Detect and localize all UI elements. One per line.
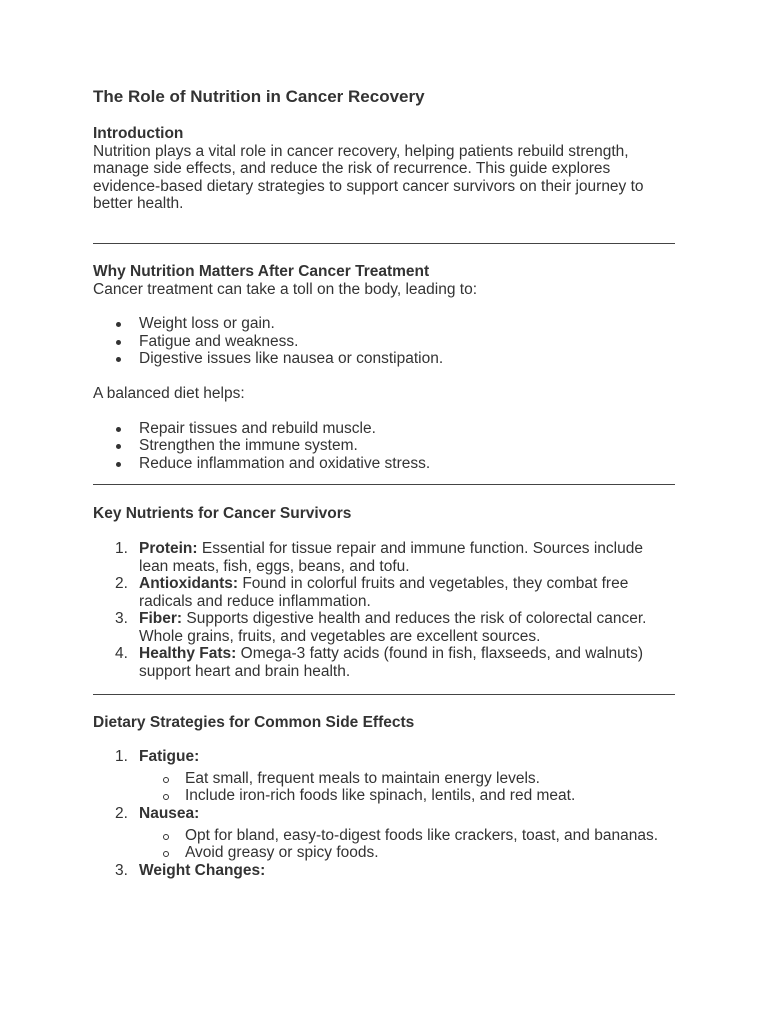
- item-label: Fiber:: [139, 610, 183, 628]
- list-item: [93, 575, 675, 610]
- introduction-text: Nutrition plays a vital role in cancer recovery, helping patients rebuild strength, manage side effects, and reduce the risk of recurrence. This guide explores evidence-based dietary strategies to support cancer survivors on their journey to better health.: [93, 142, 644, 213]
- item-text: Essential for tissue repair and immune function. Sources include lean meats, fish, eggs, beans, and tofu.: [139, 539, 643, 575]
- strategies-list: [93, 748, 675, 879]
- item-text: Omega-3 fatty acids (found in fish, flaxseeds, and walnuts) support heart and brain health.: [139, 645, 643, 681]
- dietary-strategies-heading: Dietary Strategies for Common Side Effects: [93, 713, 415, 731]
- introduction-section: [93, 125, 675, 213]
- sub-list: [139, 770, 675, 805]
- balanced-diet-lead: A balanced diet helps:: [93, 384, 245, 402]
- why-nutrition-section: [93, 244, 675, 472]
- nutrients-list: [93, 540, 675, 681]
- diet-benefits-list: [93, 420, 675, 473]
- list-item: [93, 645, 675, 680]
- item-label: Antioxidants:: [139, 575, 239, 593]
- list-item: [93, 862, 675, 880]
- list-number: 2.: [115, 575, 128, 593]
- list-item: [93, 540, 675, 575]
- item-text: Supports digestive health and reduces the risk of colorectal cancer. Whole grains, fruits, and vegetables are excellent sources.: [139, 610, 647, 645]
- treatment-effects-list: [93, 315, 675, 368]
- item-label: Nausea:: [139, 805, 200, 823]
- list-number: 4.: [115, 645, 128, 663]
- sub-list-item: Include iron-rich foods like spinach, lentils, and red meat.: [139, 787, 675, 805]
- list-item: Repair tissues and rebuild muscle.: [93, 420, 675, 438]
- list-item: Fatigue and weakness.: [93, 333, 675, 351]
- sub-list: [139, 827, 675, 862]
- document-title: The Role of Nutrition in Cancer Recovery: [93, 87, 425, 106]
- key-nutrients-heading: Key Nutrients for Cancer Survivors: [93, 505, 352, 523]
- list-item: Weight loss or gain.: [93, 315, 675, 333]
- list-number: 1.: [115, 748, 128, 766]
- list-item: Reduce inflammation and oxidative stress.: [93, 455, 675, 473]
- item-label: Healthy Fats:: [139, 645, 237, 663]
- item-label: Weight Changes:: [139, 861, 266, 879]
- list-item: [93, 610, 675, 645]
- sub-list-item: Avoid greasy or spicy foods.: [139, 844, 675, 862]
- list-number: 1.: [115, 539, 128, 557]
- sub-list-item: Opt for bland, easy-to-digest foods like crackers, toast, and bananas.: [139, 827, 675, 845]
- why-nutrition-lead: Cancer treatment can take a toll on the body, leading to:: [93, 280, 478, 298]
- list-item: [93, 805, 675, 862]
- item-label: Protein:: [139, 539, 198, 557]
- why-nutrition-heading: Why Nutrition Matters After Cancer Treatment: [93, 262, 430, 280]
- list-item: Strengthen the immune system.: [93, 437, 675, 455]
- list-number: 2.: [115, 805, 128, 823]
- dietary-strategies-section: [93, 695, 675, 880]
- introduction-heading: Introduction: [93, 125, 184, 142]
- sub-list-item: Eat small, frequent meals to maintain energy levels.: [139, 770, 675, 788]
- list-number: 3.: [115, 861, 128, 879]
- item-label: Fatigue:: [139, 748, 200, 766]
- list-item: Digestive issues like nausea or constipation.: [93, 350, 675, 368]
- document-page: [93, 0, 675, 879]
- item-text: Found in colorful fruits and vegetables, they combat free radicals and reduce inflammation.: [139, 575, 629, 610]
- list-item: [93, 748, 675, 805]
- key-nutrients-section: [93, 485, 675, 680]
- list-number: 3.: [115, 610, 128, 628]
